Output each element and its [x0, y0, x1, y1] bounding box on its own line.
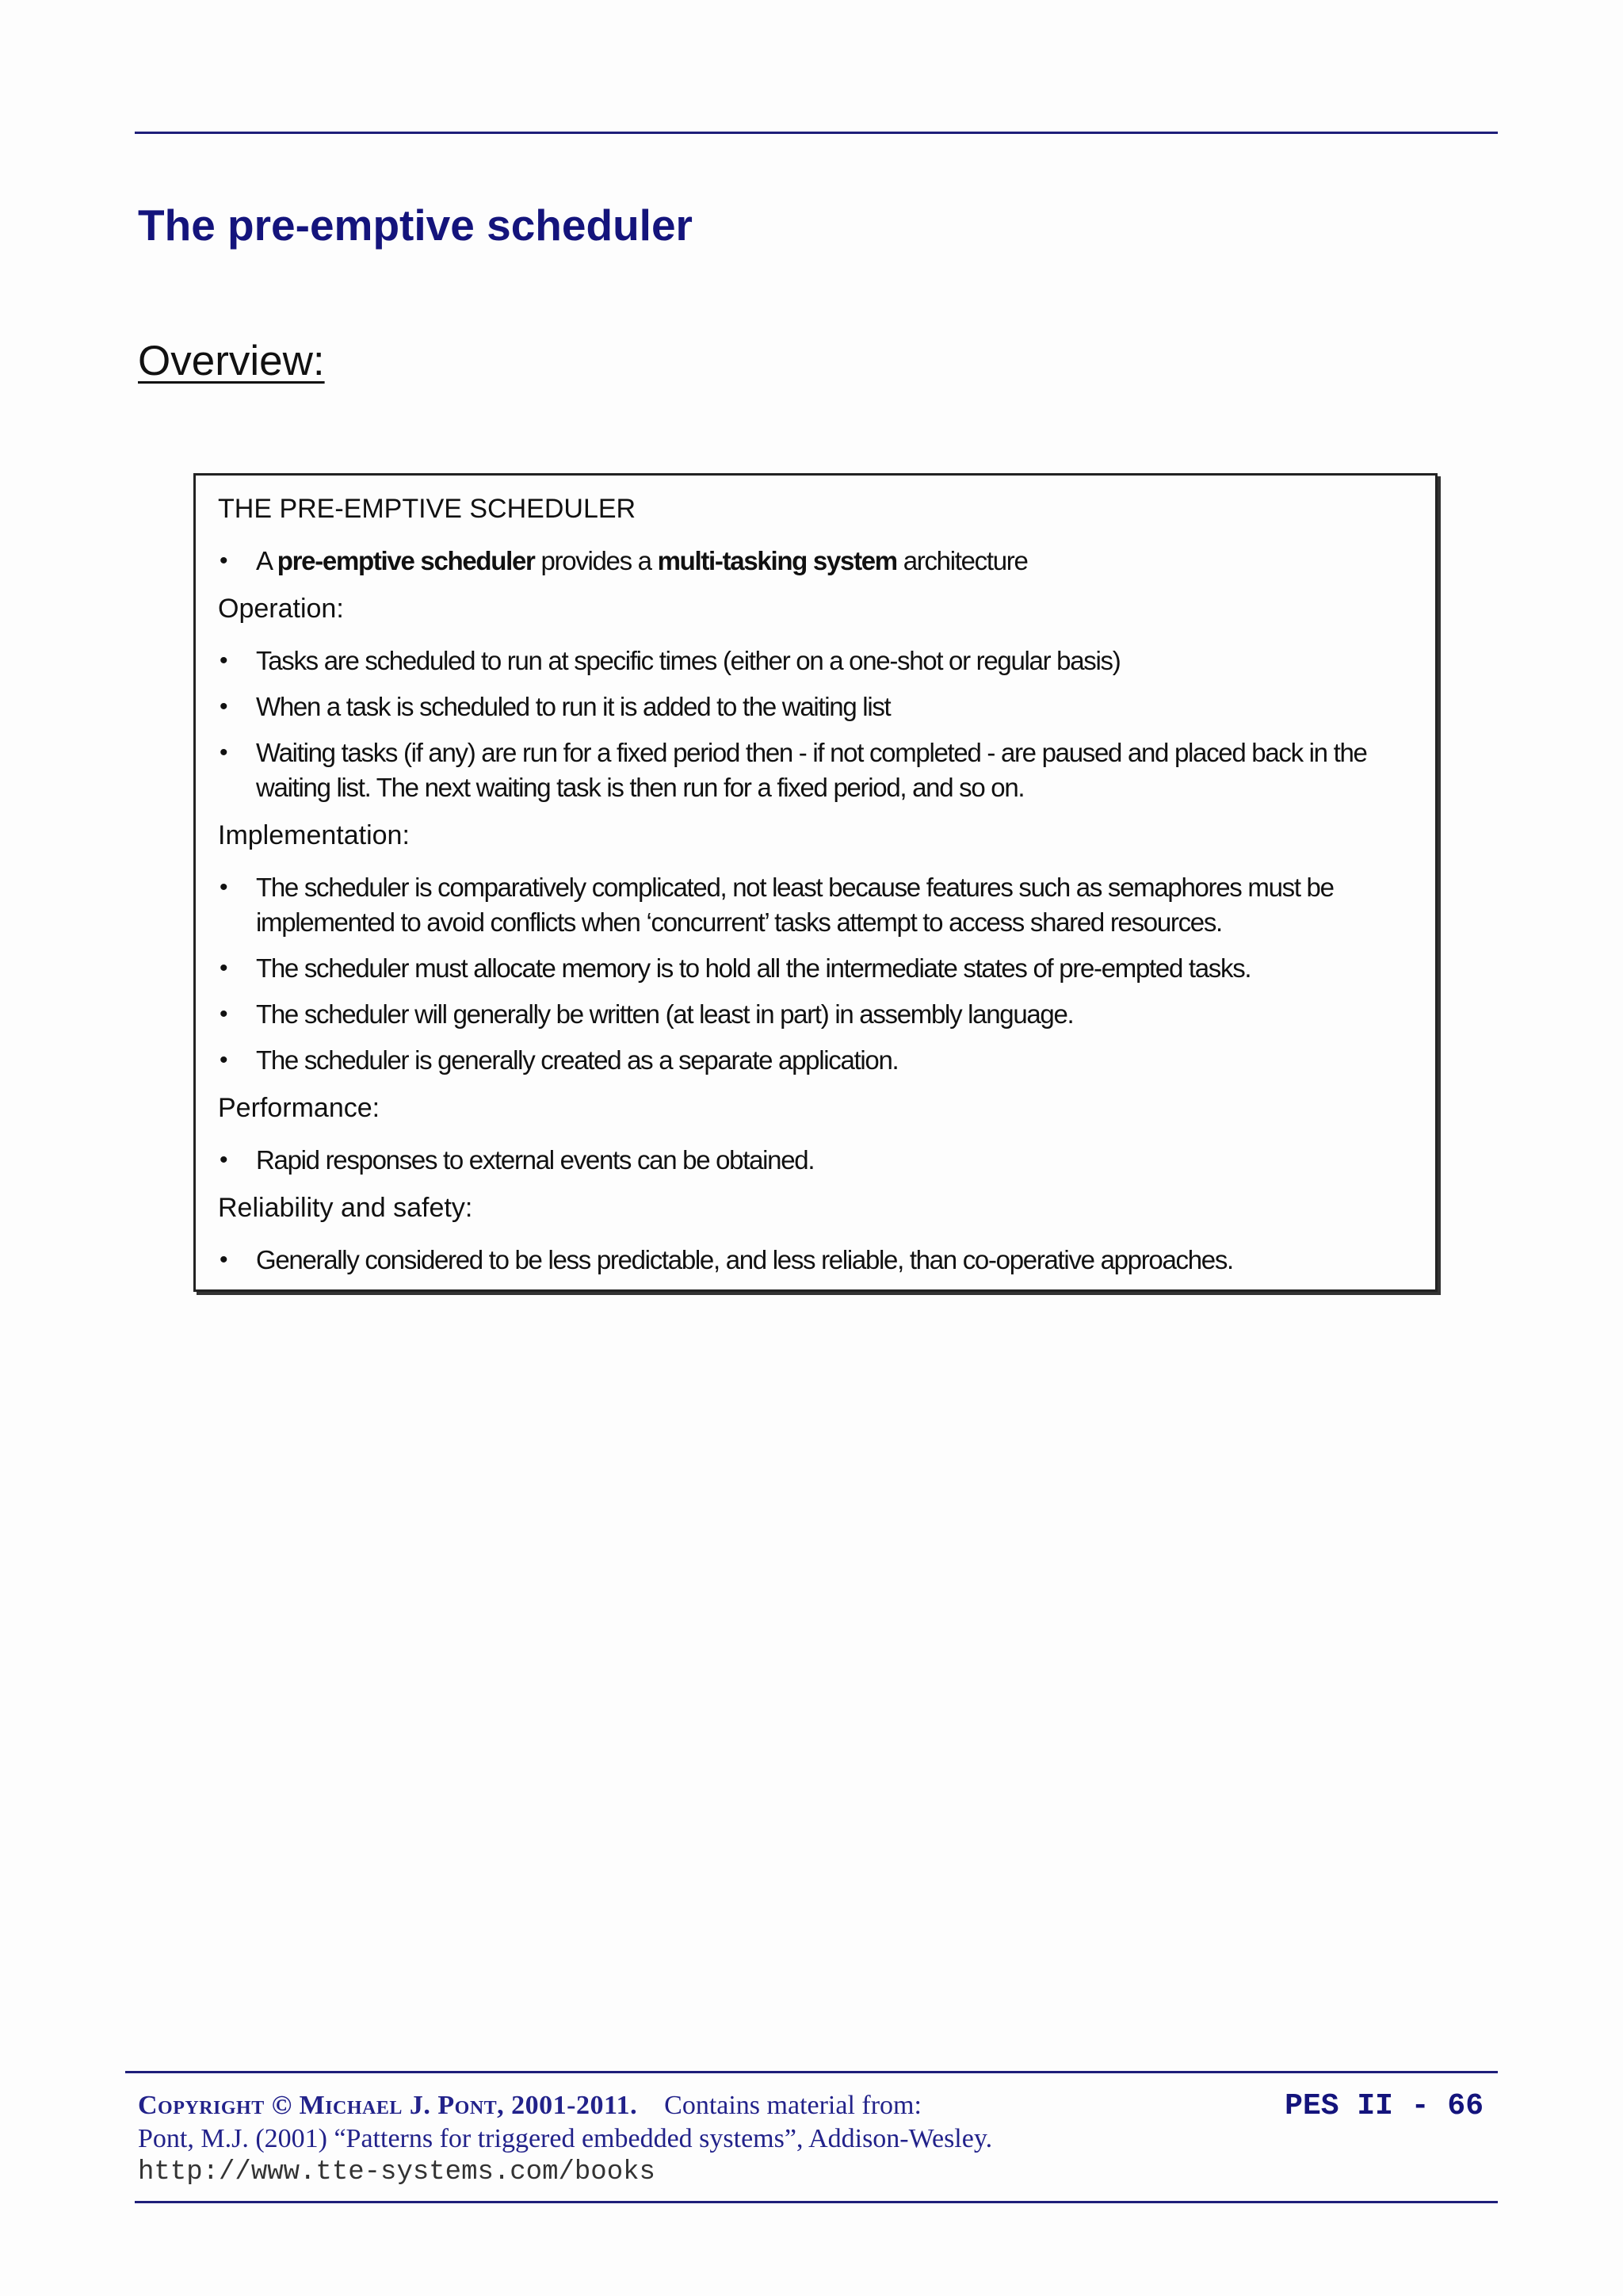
- bullet-icon: •: [220, 648, 228, 674]
- footer-bottom-rule: [135, 2201, 1498, 2203]
- box-heading: THE PRE-EMPTIVE SCHEDULER: [218, 494, 636, 524]
- summary-box: [193, 473, 1438, 1292]
- page-number-label: PES II - 66: [1285, 2089, 1484, 2123]
- bullet-icon: •: [220, 1247, 228, 1273]
- reliability-list: [218, 1243, 1403, 1278]
- list-item-text: The scheduler will generally be written (at least in part) in assembly language.: [256, 999, 1074, 1029]
- list-item: [218, 644, 1403, 678]
- bullet-icon: •: [220, 548, 228, 574]
- citation-text: Pont, M.J. (2001) “Patterns for triggered embedded systems”, Addison-Wesley.: [138, 2124, 993, 2153]
- contains-text: Contains material from:: [664, 2091, 922, 2120]
- bullet-icon: •: [220, 1001, 228, 1027]
- list-item: [218, 1043, 1403, 1078]
- intro-text-pre: A: [256, 546, 277, 575]
- list-item-text: The scheduler must allocate memory is to hold all the intermediate states of pre-empted tasks.: [256, 953, 1251, 983]
- list-item: [218, 870, 1403, 940]
- footer-top-rule: [125, 2071, 1498, 2073]
- footer-credits: [138, 2089, 992, 2189]
- list-item: [218, 951, 1403, 986]
- intro-list: [218, 544, 1403, 579]
- operation-label: Operation:: [218, 594, 344, 624]
- list-item: [218, 997, 1403, 1032]
- footer-url: http://www.tte-systems.com/books: [138, 2157, 655, 2187]
- implementation-label: Implementation:: [218, 820, 410, 850]
- bullet-icon: •: [220, 1147, 228, 1173]
- intro-text-post: architecture: [896, 546, 1028, 575]
- list-item-text: Generally considered to be less predictable, and less reliable, than co-operative approaches.: [256, 1245, 1233, 1274]
- list-item: [218, 735, 1403, 805]
- bullet-icon: •: [220, 955, 228, 981]
- bullet-icon: •: [220, 874, 228, 900]
- implementation-list: [218, 870, 1403, 1078]
- intro-bold-term-2: multi-tasking system: [657, 546, 897, 575]
- performance-list: [218, 1143, 1403, 1178]
- list-item-text: When a task is scheduled to run it is added to the waiting list: [256, 692, 891, 721]
- header-rule: [135, 132, 1498, 134]
- list-item-text: Waiting tasks (if any) are run for a fixed period then - if not completed - are paused and placed back in the waiting list. The next waiting task is then run for a fixed period, and so on.: [256, 738, 1367, 802]
- section-title: Overview:: [138, 338, 325, 384]
- footer-line-1: [138, 2089, 992, 2122]
- performance-label: Performance:: [218, 1093, 380, 1123]
- operation-list: [218, 644, 1403, 805]
- summary-box-content: [218, 493, 1403, 1292]
- bullet-icon: •: [220, 1047, 228, 1073]
- list-item: [218, 544, 1403, 579]
- list-item-text: The scheduler is comparatively complicated, not least because features such as semaphores must be implemented to avoid conflicts when ‘concurrent’ tasks attempt to access shared resources.: [256, 873, 1334, 937]
- copyright-text: Copyright © Michael J. Pont, 2001-2011.: [138, 2091, 638, 2120]
- list-item-text: Rapid responses to external events can be obtained.: [256, 1145, 815, 1175]
- list-item: [218, 1243, 1403, 1278]
- list-item: [218, 690, 1403, 724]
- reliability-label: Reliability and safety:: [218, 1193, 473, 1223]
- bullet-icon: •: [220, 739, 228, 766]
- list-item-text: Tasks are scheduled to run at specific times (either on a one-shot or regular basis): [256, 646, 1121, 675]
- intro-text-mid: provides a: [534, 546, 658, 575]
- intro-bold-term-1: pre-emptive scheduler: [277, 546, 535, 575]
- list-item-text: The scheduler is generally created as a separate application.: [256, 1045, 899, 1075]
- page-title: The pre-emptive scheduler: [138, 201, 693, 250]
- bullet-icon: •: [220, 693, 228, 720]
- list-item: [218, 1143, 1403, 1178]
